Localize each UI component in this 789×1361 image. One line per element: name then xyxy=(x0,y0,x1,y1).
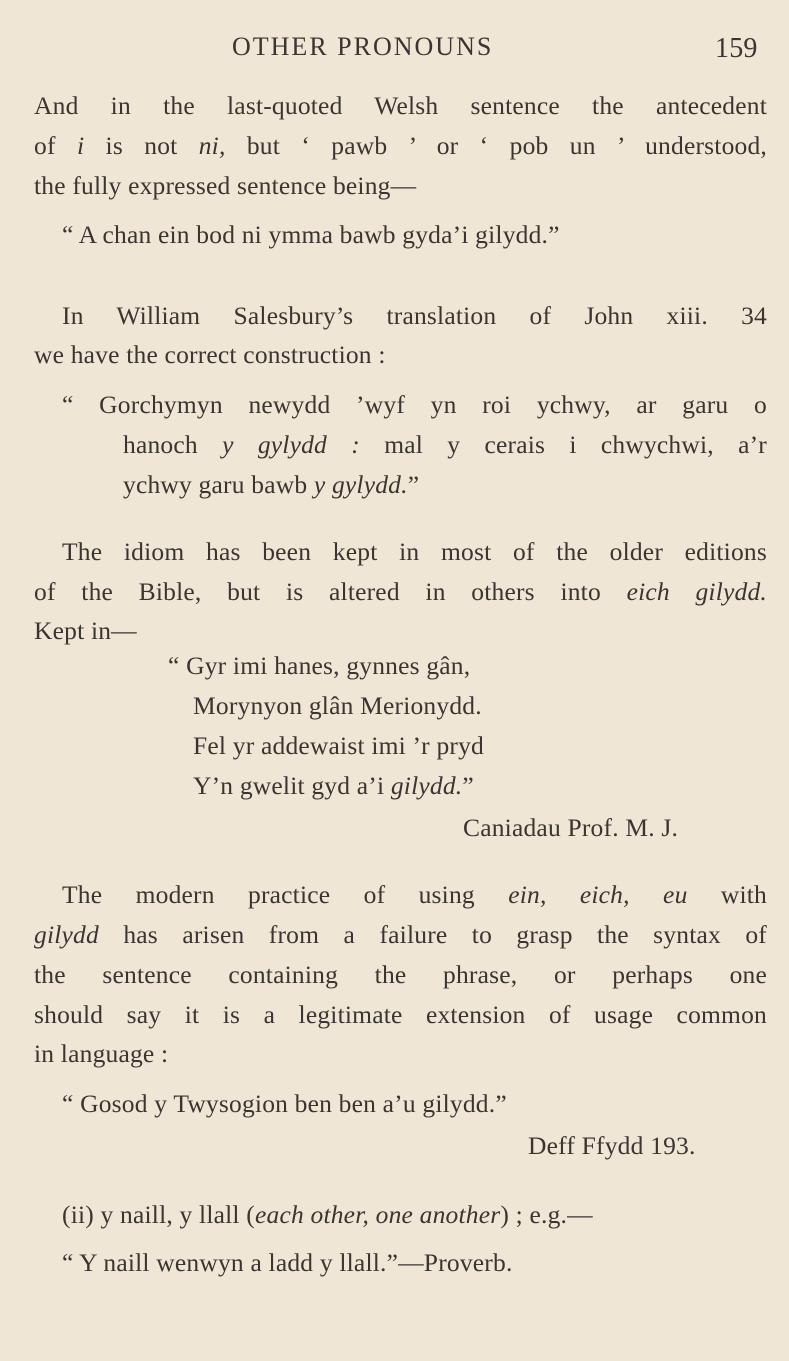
paragraph-line: the sentence containing the phrase, or perhaps one xyxy=(34,960,767,989)
page-number: 159 xyxy=(715,33,758,64)
quotation: “ Y naill wenwyn a ladd y llall.”—Proverb. xyxy=(62,1248,513,1277)
quotation: “ A chan ein bod ni ymma bawb gyda’i gilydd.” xyxy=(62,220,560,249)
running-header: OTHER PRONOUNS xyxy=(232,32,494,61)
paragraph-line: the fully expressed sentence being— xyxy=(34,171,417,200)
paragraph-line: should say it is a legitimate extension of usage common xyxy=(34,1000,767,1029)
quotation-line: hanoch y gylydd : mal y cerais i chwychwi, a’r xyxy=(123,430,767,459)
quotation: “ Gosod y Twysogion ben ben a’u gilydd.” xyxy=(62,1089,507,1118)
paragraph-line: Kept in— xyxy=(34,616,137,645)
quotation-attribution: Deff Ffydd 193. xyxy=(528,1131,696,1160)
paragraph-line: we have the correct construction : xyxy=(34,340,386,369)
paragraph-line: gilydd has arisen from a failure to grasp the syntax of xyxy=(34,920,767,949)
paragraph-line: In William Salesbury’s translation of John xiii. 34 xyxy=(62,301,767,330)
paragraph-line: in language : xyxy=(34,1039,169,1068)
poem-attribution: Caniadau Prof. M. J. xyxy=(463,813,679,842)
poem-line: Morynyon glân Merionydd. xyxy=(193,691,482,720)
paragraph-line: The modern practice of using ein, eich, eu with xyxy=(62,880,767,909)
quotation-line: “ Gorchymyn newydd ’wyf yn roi ychwy, ar garu o xyxy=(62,390,767,419)
paragraph-line: of i is not ni, but ‘ pawb ’ or ‘ pob un ’ understood, xyxy=(34,131,767,160)
poem-line: Fel yr addewaist imi ’r pryd xyxy=(193,731,484,760)
poem-line: Y’n gwelit gyd a’i gilydd.” xyxy=(193,771,474,800)
section-heading-line: (ii) y naill, y llall (each other, one another) ; e.g.— xyxy=(62,1200,593,1229)
quotation-line: ychwy garu bawb y gylydd.” xyxy=(123,470,420,499)
paragraph-line: The idiom has been kept in most of the older editions xyxy=(62,537,767,566)
paragraph-line: And in the last-quoted Welsh sentence the antecedent xyxy=(34,91,767,120)
paragraph-line: of the Bible, but is altered in others into eich gilydd. xyxy=(34,577,767,606)
poem-line: “ Gyr imi hanes, gynnes gân, xyxy=(168,651,471,680)
